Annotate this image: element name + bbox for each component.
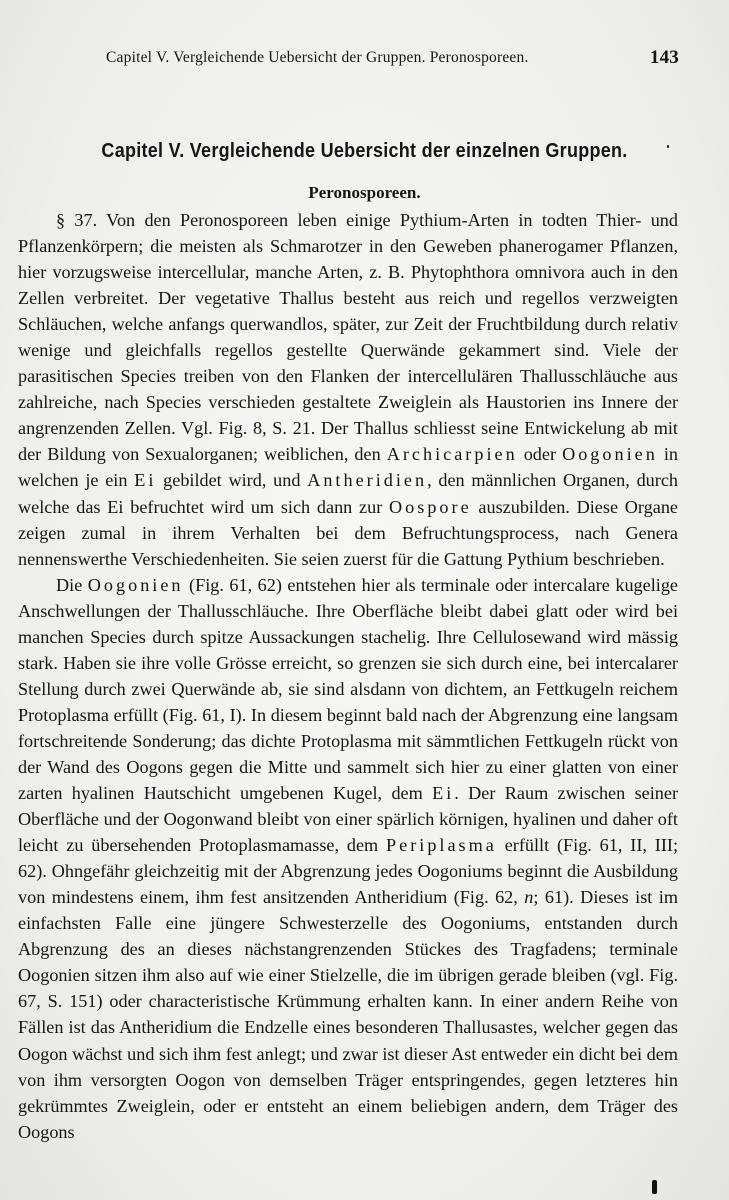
spaced-term: Oogonien xyxy=(87,574,184,595)
ink-speck xyxy=(667,145,669,148)
paragraph xyxy=(18,207,678,572)
text-run: . Der Raum zwischen seiner Oberfläche und der Oogonwand bleibt von einer spärlich körnigen, hyalinen und daher oft leicht zu übersehenden Protoplasmamasse, dem xyxy=(18,783,678,856)
chapter-title: Capitel V. Vergleichende Uebersicht der einzelnen Gruppen. xyxy=(101,140,628,162)
spaced-term: Ei xyxy=(432,783,455,804)
text-run: , den männlichen Organen, durch welche das Ei befruchtet wird um sich dann zur xyxy=(18,470,678,517)
spaced-term: Periplasma xyxy=(386,835,497,856)
text-run: oder xyxy=(517,444,563,465)
paragraph xyxy=(18,572,678,1145)
text-run: gebildet wird, und xyxy=(156,470,308,491)
page-number: 143 xyxy=(649,47,679,68)
spaced-term: Antheridien xyxy=(307,470,428,491)
text-run: § 37. Von den Peronosporeen leben einige Pythium-Arten in todten Thier- und Pflanzenkörpern; die meisten als Schmarotzer in den Geweben phanerogamer Pflanzen, hier vorzugsweise intercellular, manche Arten, z. B. Phytophthora omnivora auch in den Zellen verbreitet. Der vegetative Thallus besteht aus reich und regellos verzweigten Schläuchen, welche anfangs querwandlos, später, zur Zeit der Fruchtbildung durch relativ wenige und gleichfalls regellos gestellte Querwände gekammert sind. Viele der parasitischen Species treiben von den Flanken der intercellulären Thallusschläuche aus zahlreiche, nach Species verschieden gestaltete Zweiglein als Haustorien ins Innere der angrenzenden Zellen. Vgl. Fig. 8, S. 21. Der Thallus schliesst seine Entwickelung ab mit der Bildung von Sexualorganen; weiblichen, den xyxy=(18,210,678,465)
spaced-term: Oogonien xyxy=(562,444,658,465)
text-run: in welchen je ein xyxy=(18,444,678,491)
ink-speck xyxy=(652,1180,657,1194)
text-run: Die xyxy=(56,574,88,595)
spaced-term: Archicarpien xyxy=(386,444,518,465)
spaced-term: Oospore xyxy=(389,496,472,517)
running-header xyxy=(100,47,685,73)
section-title: Peronosporeen. xyxy=(308,183,421,202)
text-run: ; 61). Dieses ist im einfachsten Falle eine jüngere Schwesterzelle des Oogoniums, entstanden durch Abgrenzung des an dieses nächstangrenzenden Stückes des Tragfadens; terminale Oogonien sitzen ihm also auf wie einer Stielzelle, die im übrigen gerade bleiben (vgl. Fig. 67, S. 151) oder characteristische Krümmung erhalten kann. In einer andern Reihe von Fällen ist das Antheridium die Endzelle eines besonderen Thallusastes, welcher gegen das Oogon wächst und sich ihm fest anlegt; und zwar ist dieser Ast entweder ein dicht bei dem von ihm versorgten Oogon von demselben Träger entspringendes, gegen letzteres hin gekrümmtes Zweiglein, oder er entsteht an einem beliebigen andern, dem Träger des Oogons xyxy=(18,887,678,1142)
text-run: auszubilden. Diese Organe zeigen zumal in ihrem Verhalten bei dem Befruchtungsprocess, nach Genera nennenswerthe Verschiedenheiten. Sie seien zuerst für die Gattung Pythium beschrieben. xyxy=(18,496,678,569)
spaced-term: Ei xyxy=(134,470,157,491)
body-text xyxy=(18,207,678,1145)
running-title: Capitel V. Vergleichende Uebersicht der Gruppen. Peronosporeen. xyxy=(106,49,529,66)
text-run: (Fig. 61, 62) entstehen hier als terminale oder intercalare kugelige Anschwellungen der Thallusschläuche. Ihre Oberfläche bleibt dabei glatt oder wird bei manchen Species durch spitze Aussackungen stachelig. Ihre Cellulosewand wird mässig stark. Haben sie ihre volle Grösse erreicht, so grenzen sie sich durch eine, bei intercalarer Stellung durch zwei Querwände ab, sie sind alsdann von dichtem, an Fettkugeln reichem Protoplasma erfüllt (Fig. 61, I). In diesem beginnt bald nach der Abgrenzung eine langsam fortschreitende Sonderung; das dichte Protoplasma mit sämmtlichen Fettkugeln rückt von der Wand des Oogons gegen die Mitte und sammelt sich hier zu einer glatten von einer zarten hyalinen Hautschicht umgebenen Kugel, dem xyxy=(18,574,678,804)
text-run: erfüllt (Fig. 61, II, III; 62). Ohngefähr gleichzeitig mit der Abgrenzung jedes Oogoniums beginnt die Ausbildung von mindestens einem, ihm fest ansitzenden Antheridium (Fig. 62, xyxy=(18,835,678,908)
italic-term: n xyxy=(524,887,534,908)
